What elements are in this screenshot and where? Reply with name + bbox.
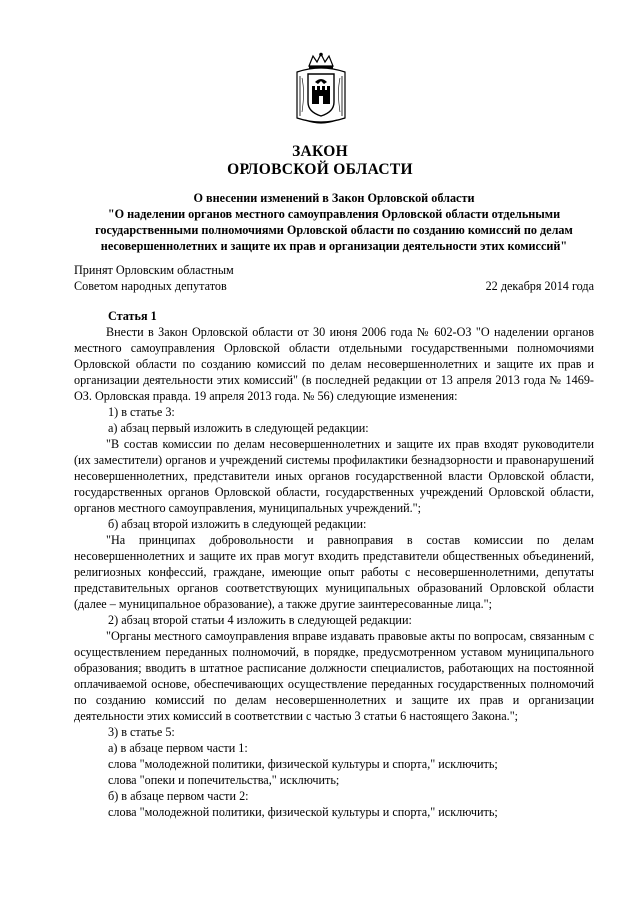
subtitle-line: "О наделении органов местного самоуправления Орловской области отдельными <box>107 207 561 221</box>
list-item: 2) абзац второй статьи 4 изложить в следующей редакции: <box>108 613 412 627</box>
adoption-date: 22 декабря 2014 года <box>485 279 594 293</box>
list-item: а) абзац первый изложить в следующей редакции: <box>108 421 369 435</box>
adopted-by <box>74 262 374 294</box>
subtitle-line: О внесении изменений в Закон Орловской области <box>193 191 475 205</box>
adopted-line: Принят Орловским областным <box>74 263 234 277</box>
list-item: слова "опеки и попечительства," исключить; <box>108 773 340 787</box>
article-intro: Внести в Закон Орловской области от 30 июня 2006 года № 602-ОЗ "О наделении органов местного самоуправления Орловской области отдельными государственными полномочиями Орловской области по созданию комиссий по делам несовершеннолетних и защите их прав и организации деятельности этих комиссий" (в последней редакции от 13 апреля 2013 года № 1469-ОЗ. Орловская правда. 19 апреля 2013 года. № 56) следующие изменения: <box>74 325 594 403</box>
article-body <box>74 308 594 820</box>
list-item: слова "молодежной политики, физической культуры и спорта," исключить; <box>108 805 498 819</box>
quoted-text: "Органы местного самоуправления вправе издавать правовые акты по вопросам, связанным с осуществлением переданных полномочий, в порядке, предусмотренном уставом муниципального образования; вводить в штатное расписание должности специалистов, работающих на постоянной оплачиваемой основе, обеспечивающих осуществление переданных государственных полномочий по созданию комиссий по делам несовершеннолетних и защите их прав и организации деятельности этих комиссий в соответствии с частью 3 статьи 6 настоящего Закона."; <box>74 629 594 723</box>
quoted-text: "На принципах добровольности и равноправия в состав комиссии по делам несовершеннолетних и защите их прав могут входить представители общественных объединений, религиозных конфессий, граждане, имеющие опыт работы с несовершеннолетними, депутаты представительных органов соответствующих муниципальных образований Орловской области (далее – муниципальное образование), а также другие заинтересованные лица."; <box>74 533 594 611</box>
quoted-text: "В состав комиссии по делам несовершеннолетних и защите их прав входят руководители (их заместители) органов и учреждений системы профилактики безнадзорности и правонарушений несовершеннолетних, представители иных органов государственной власти Орловской области, государственных органов Орловской области, государственных учреждений Орловской области, органов местного самоуправления, муниципальных учреждений."; <box>74 437 594 515</box>
list-item: а) в абзаце первом части 1: <box>108 741 248 755</box>
list-item: 1) в статье 3: <box>108 405 175 419</box>
law-subtitle <box>74 190 594 254</box>
list-item: 3) в статье 5: <box>108 725 175 739</box>
page-title-region: ОРЛОВСКОЙ ОБЛАСТИ <box>227 161 413 178</box>
subtitle-line: несовершеннолетних и защите их прав и организации деятельности этих комиссий" <box>100 239 568 253</box>
article-heading: Статья 1 <box>108 309 157 323</box>
subtitle-line: государственными полномочиями Орловской области по созданию комиссий по делам <box>95 223 573 237</box>
list-item: б) в абзаце первом части 2: <box>108 789 249 803</box>
adopted-line: Советом народных депутатов <box>74 279 227 293</box>
list-item: б) абзац второй изложить в следующей редакции: <box>108 517 367 531</box>
list-item: слова "молодежной политики, физической культуры и спорта," исключить; <box>108 757 498 771</box>
coat-of-arms-icon <box>293 52 349 128</box>
page-title: ЗАКОН <box>292 143 348 160</box>
